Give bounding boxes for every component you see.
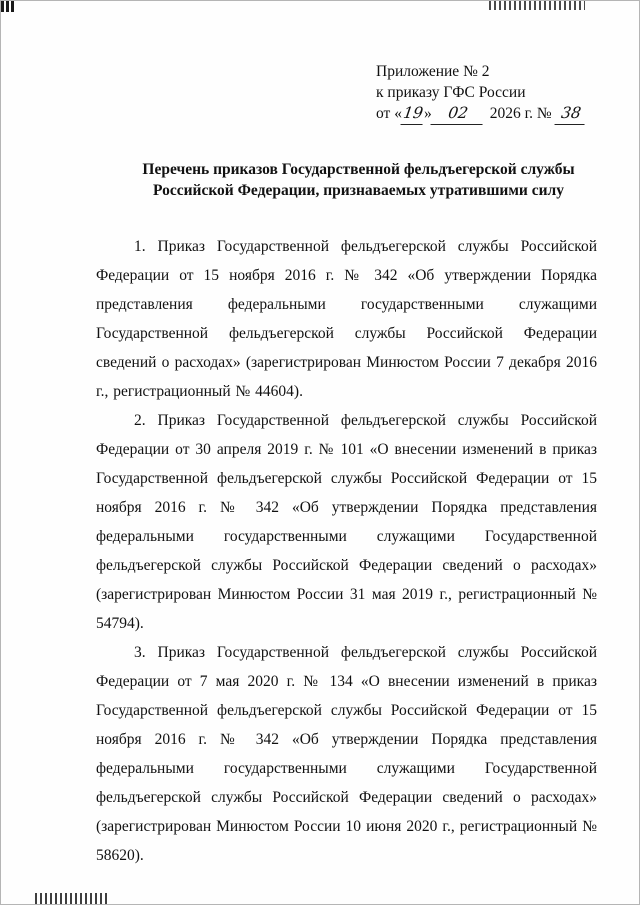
document-body bbox=[96, 232, 597, 870]
paragraph-item-1: 1. Приказ Государственной фельдъегерской службы Российской Федерации от 15 ноября 2016 г. № 342 «Об утверждении Порядка представления федеральными государственными служащими Государственной фельдъегерской службы Российской Федерации сведений о расходах» (зарегистрирован Минюстом России 7 декабря 2016 г., регистрационный № 44604). bbox=[96, 238, 597, 400]
date-close-quote: » bbox=[423, 105, 432, 122]
paragraph-item-3: 3. Приказ Государственной фельдъегерской службы Российской Федерации от 7 мая 2020 г. № 134 «О внесении изменений в приказ Государственной фельдъегерской службы Российской Федерации от 15 ноября 2016 г. № 342 «Об утверждении Порядка представления федеральными государственными служащими Государственной фельдъегерской службы Российской Федерации сведений о расходах» (зарегистрирован Минюстом России 10 июня 2020 г., регистрационный № 58620). bbox=[96, 644, 597, 864]
appendix-header-line2: к приказу ГФС России bbox=[376, 84, 526, 101]
page-content bbox=[1, 1, 639, 870]
paragraph-item-2: 2. Приказ Государственной фельдъегерской службы Российской Федерации от 30 апреля 2019 г. № 101 «О внесении изменений в приказ Государственной фельдъегерской службы Российской Федерации от 15 ноября 2016 г. № 342 «Об утверждении Порядка представления федеральными государственными служащими Государственной фельдъегерской службы Российской Федерации сведений о расходах» (зарегистрирован Минюстом России 31 мая 2019 г., регистрационный № 54794). bbox=[96, 412, 597, 632]
date-prefix: от « bbox=[376, 105, 402, 122]
date-year: 2026 г. № bbox=[489, 105, 552, 122]
appendix-header bbox=[376, 61, 597, 125]
barcode-icon bbox=[35, 893, 107, 904]
document-title: Перечень приказов Государственной фельдъегерской службы Российской Федерации, признаваемых утратившими силу bbox=[142, 161, 575, 199]
handwritten-month: 02 bbox=[430, 103, 485, 125]
handwritten-day: 19 bbox=[400, 103, 425, 125]
handwritten-order-number: 38 bbox=[554, 103, 587, 125]
appendix-header-line3 bbox=[376, 103, 597, 125]
appendix-header-line1: Приложение № 2 bbox=[376, 63, 490, 80]
